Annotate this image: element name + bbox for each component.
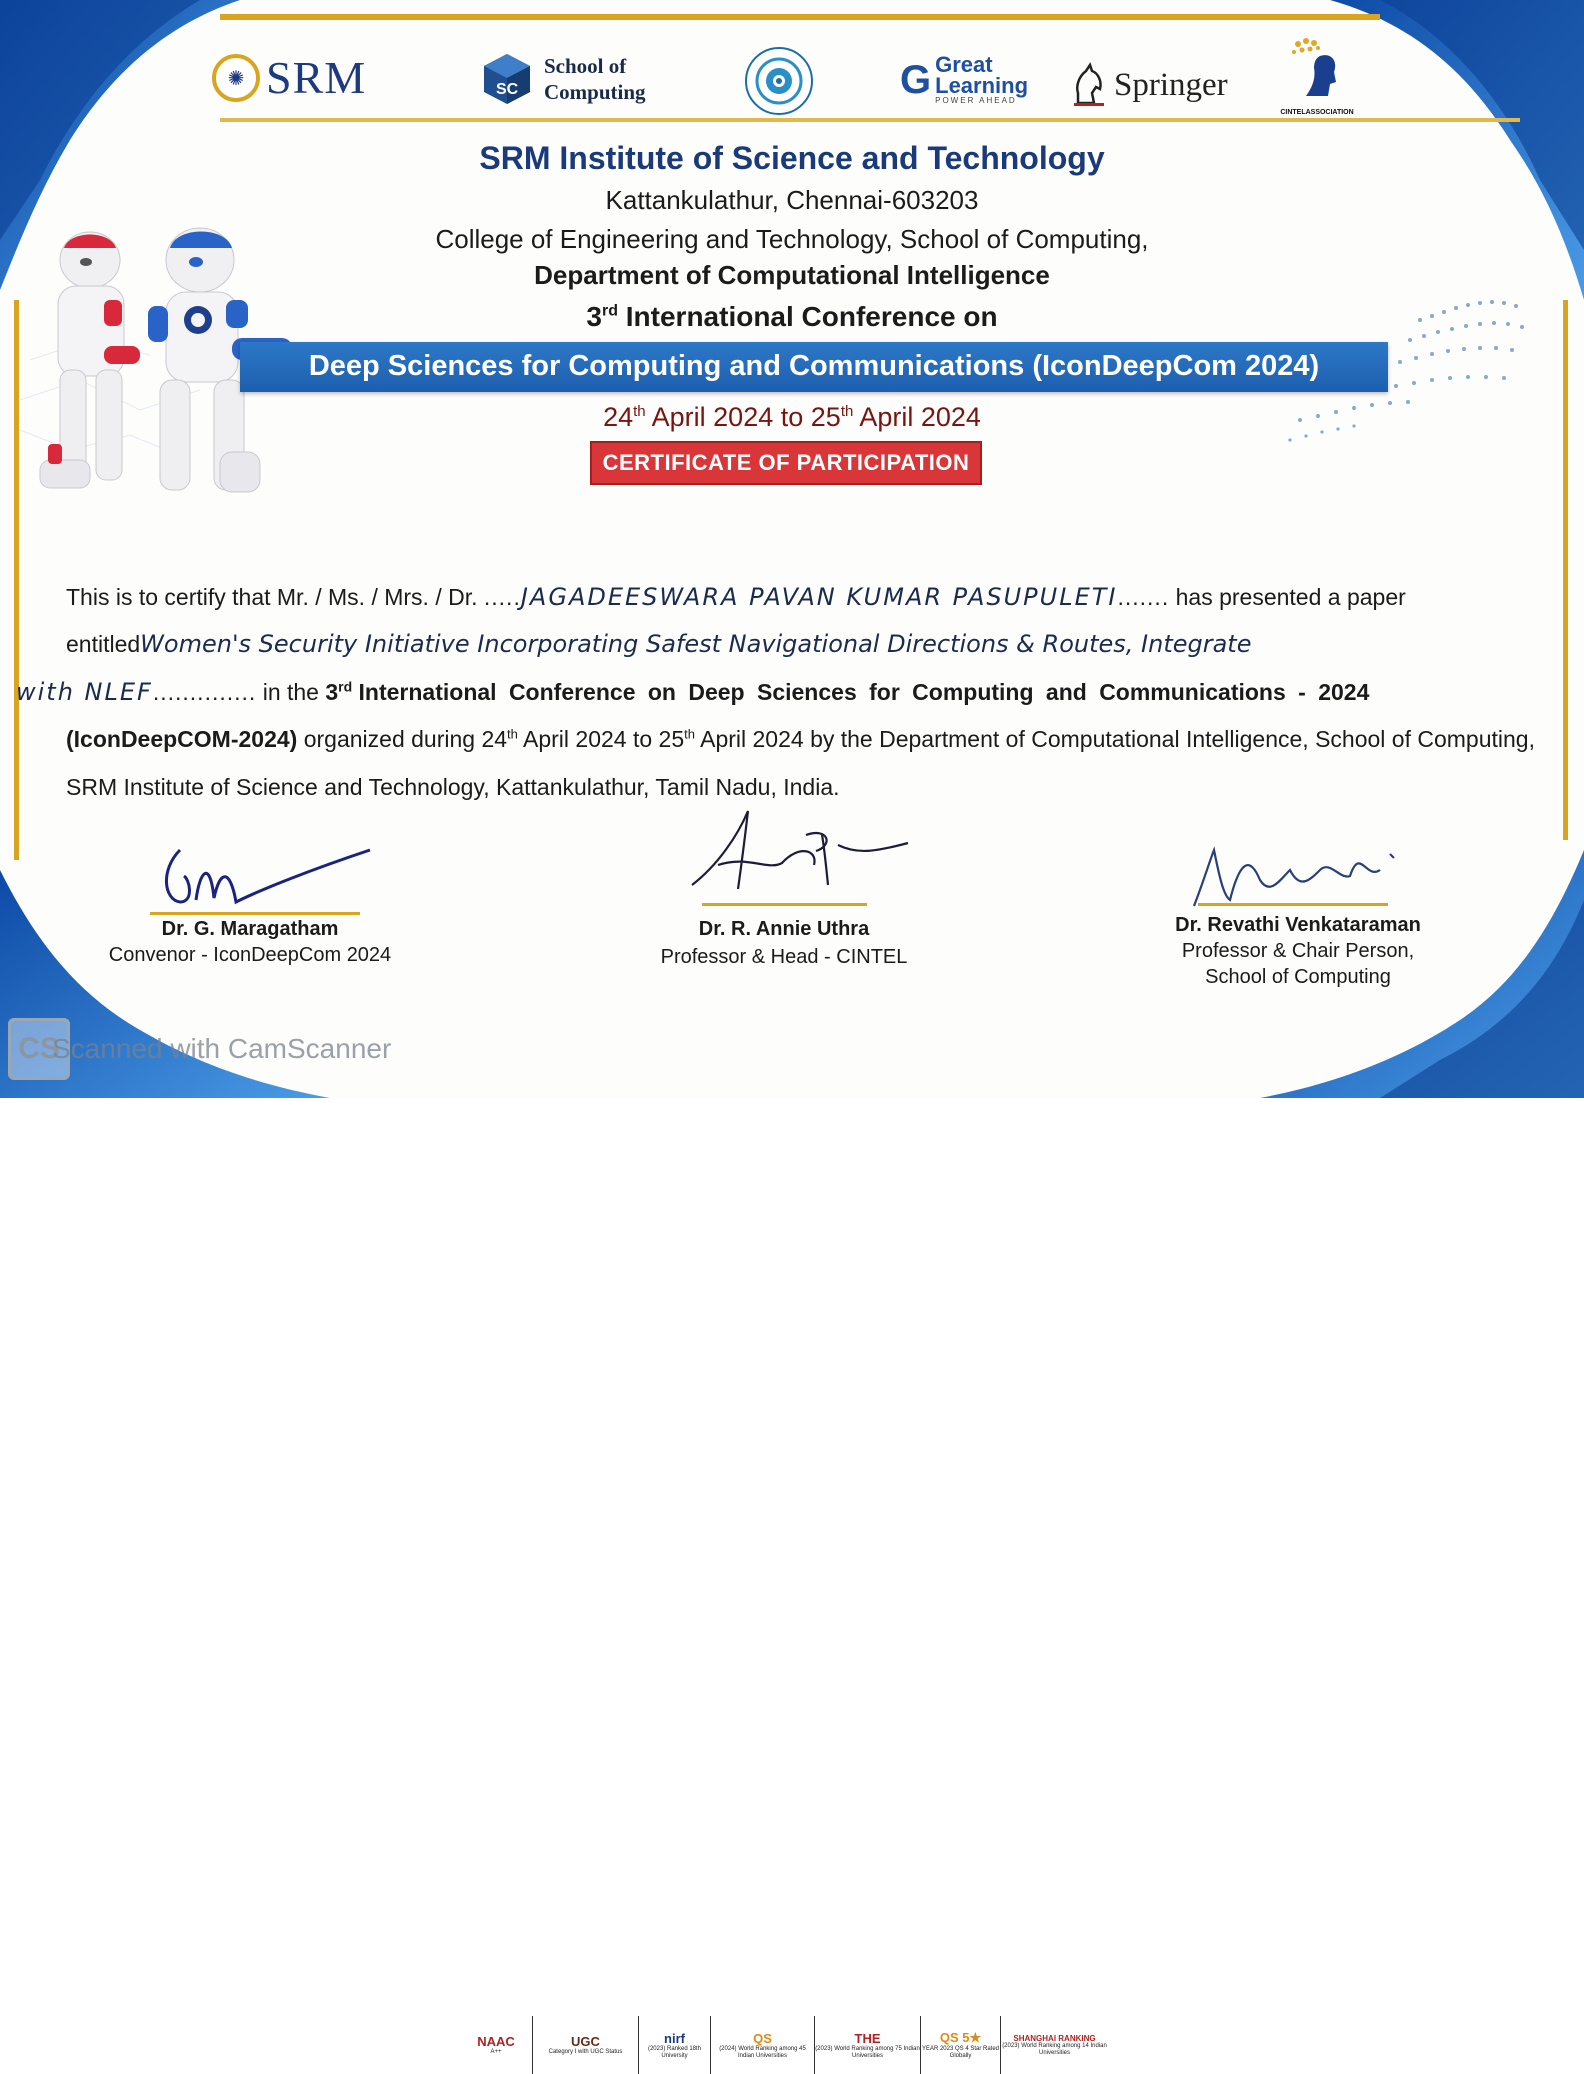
school-of-computing-logo [478,48,668,110]
date-start-day: 24 [603,402,634,432]
signatory-2-role: Professor & Head - CINTEL [660,946,908,968]
certificate-title-badge: CERTIFICATE OF PARTICIPATION [590,441,982,485]
date-end-day: 25 [810,402,841,432]
organized-line [66,726,1535,753]
organized-text-b: April 2024 to 25 [523,726,685,752]
organized-suffix-1: th [507,726,518,742]
conference-line: with NLEF.............. in the 3rd International Conference on Deep Sciences for Computing and Communications - 2024 [16,678,1370,706]
great-learning-tagline: POWER AHEAD [935,96,1017,106]
certify-line: This is to certify that Mr. / Ms. / Mrs. / Dr. .....JAGADEESWARA PAVAN KUMAR PASUPULETI....... has presented a paper [66,583,1406,611]
conference-edition [0,301,1584,333]
ranking-shanghai-mark: SHANGHAI RANKING [1013,2033,1096,2043]
in-the-text: in the [262,679,319,705]
springer-logo [1072,60,1242,110]
frame-gold-top [220,14,1380,20]
date-start-rest: April 2024 to [651,402,804,432]
srm-logo [212,48,392,108]
srm-logo-text: SRM [266,52,367,103]
paper-title-continued: with NLEF [16,678,153,706]
signatory-3-role-2: School of Computing [1205,966,1391,988]
ranking-naac-mark: NAAC [477,2034,515,2050]
signature-maragatham [150,840,380,920]
date-end-suffix: th [840,403,854,420]
department-cintel-seal-icon [742,44,816,118]
organized-text-c: April 2024 by the Department of Computational Intelligence, School of Computing, [700,726,1535,752]
signature-line-1 [150,912,360,915]
ranking-naac [460,2016,532,2074]
institution-name: SRM Institute of Science and Technology [479,140,1105,176]
school-logo-line2: Computing [544,80,646,104]
conference-edition-number: 3 [586,301,602,332]
cube-icon [478,50,536,108]
signature-line-2 [702,903,867,906]
signatory-3-role: Professor & Chair Person, [1181,940,1415,962]
paper-title-line [66,630,1566,658]
school-logo-line1: School of [544,53,627,78]
srm-emblem-icon: ✺ [212,54,260,102]
location-line: SRM Institute of Science and Technology, Kattankulathur, Tamil Nadu, India. [66,774,840,800]
organized-suffix-2: th [684,726,695,742]
conference-number-suffix: rd [338,678,353,695]
ranking-ugc [532,2016,638,2074]
entitled-label: entitled [66,631,141,657]
great-learning-line2: Learning [935,72,1029,98]
ranking-nirf-caption: (2023) Ranked 18th University [647,2045,702,2059]
great-learning-line1: Great [935,51,993,77]
ranking-shanghai-caption: (2023) World Ranking among 14 Indian Universities [1002,2042,1107,2056]
conference-edition-text: International Conference on [625,301,998,332]
ranking-naac-caption: A++ [490,2049,502,2056]
conference-dates [0,402,1584,433]
ranking-qs-caption: (2024) World Ranking among 45 Indian Universities [719,2045,806,2059]
cintel-association-text: CINTELASSOCIATION [1280,109,1354,116]
great-learning-logo [900,52,1030,108]
ranking-qs-stars-caption: YEAR 2023 QS 4 Star Rated Globally [921,2046,1000,2059]
ranking-the-mark: THE [854,2030,881,2046]
ranking-qs-stars [920,2016,1000,2074]
camscanner-text: Scanned with CamScanner [52,1033,392,1064]
date-end-rest: April 2024 [859,402,981,432]
ranking-the [814,2016,920,2074]
frame-gold-right [1563,300,1568,840]
paper-title: Women's Security Initiative Incorporating Safest Navigational Directions & Routes, Integrate [140,630,1252,658]
participant-name: JAGADEESWARA PAVAN KUMAR PASUPULETI [520,583,1118,611]
ranking-nirf-mark: nirf [664,2030,685,2046]
certify-prefix: This is to certify that Mr. / Ms. / Mrs. / Dr. [66,584,478,610]
svg-text:SC: SC [496,81,519,98]
certify-suffix: has presented a paper [1175,584,1406,610]
signature-revathi [1190,840,1420,910]
signature-annie-uthra [688,805,918,905]
signatory-1-role: Convenor - IconDeepCom 2024 [108,944,392,966]
ranking-qs-stars-mark: QS 5★ [939,2030,982,2046]
great-learning-g-icon: G [900,58,932,102]
date-start-suffix: th [633,403,646,420]
conference-full-name: International Conference on Deep Sciences for Computing and Communications - 2024 [358,679,1370,705]
ranking-ugc-caption: Category I with UGC Status [548,2049,623,2056]
conference-short-name: (IconDeepCOM-2024) [66,726,298,752]
camscanner-icon: CS [8,1018,70,1080]
camscanner-watermark [8,1016,438,1082]
frame-gold-left [14,300,19,860]
signatory-3-name: Dr. Revathi Venkataraman [1175,914,1421,936]
department-name: Department of Computational Intelligence [534,260,1050,290]
rankings-strip [460,1008,1108,2059]
college-name: College of Engineering and Technology, School of Computing, [435,224,1149,254]
signatory-2-name: Dr. R. Annie Uthra [698,918,870,940]
conference-edition-suffix: rd [601,302,618,320]
signature-line-3 [1198,903,1388,906]
ranking-shanghai [1000,2016,1108,2074]
signatory-1-name: Dr. G. Maragatham [161,918,339,940]
ranking-the-caption: (2023) World Ranking among 75 Indian Universities [815,2045,920,2059]
conference-banner-title: Deep Sciences for Computing and Communications (IconDeepCom 2024) [308,350,1320,382]
ranking-qs [710,2016,814,2074]
springer-text: Springer [1114,66,1228,103]
cintel-association-logo [1276,34,1358,116]
ranking-nirf [638,2016,710,2074]
ranking-qs-mark: QS [753,2030,772,2046]
ranking-ugc-mark: UGC [571,2034,600,2050]
conference-number: 3 [325,679,339,705]
head-silhouette-icon [1276,34,1358,104]
institution-address: Kattankulathur, Chennai-603203 [605,185,979,215]
organized-text-a: organized during 24 [303,726,508,752]
springer-horse-icon [1072,63,1106,107]
